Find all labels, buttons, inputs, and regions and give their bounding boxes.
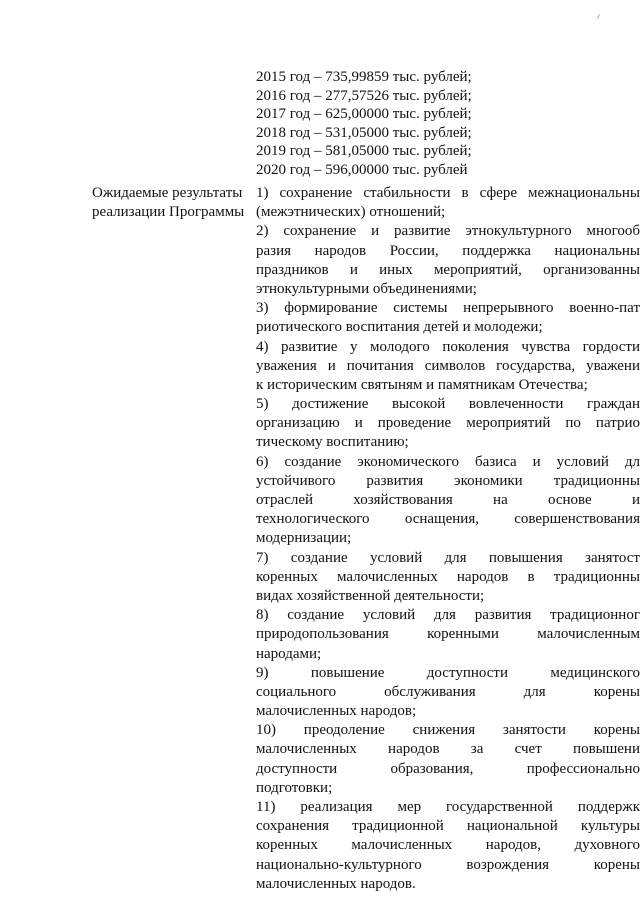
results-line: социального обслуживания для корены	[256, 683, 640, 700]
results-line: к историческим святыням и памятникам Отечества;	[256, 376, 588, 393]
scan-mark	[597, 14, 600, 19]
results-line: подготовки;	[256, 779, 333, 796]
results-line: модернизации;	[256, 530, 352, 547]
results-label-line: Ожидаемые результаты	[92, 185, 243, 201]
results-line: видах хозяйственной деятельности;	[256, 587, 485, 604]
results-line: малочисленных народов.	[256, 875, 416, 892]
results-line: устойчивого развития экономики традиционны	[256, 472, 640, 489]
funding-line: 2016 год – 277,57526 тыс. рублей;	[256, 87, 472, 104]
results-line: природопользования коренными малочисленным	[256, 626, 640, 643]
expected-results-list	[256, 184, 640, 894]
results-line: 11) реализация мер государственной поддержк	[256, 799, 640, 815]
results-line: 3) формирование системы непрерывного военно-пат	[256, 300, 640, 317]
results-line: уважения и почитания символов государства, уважени	[256, 357, 640, 374]
results-label	[92, 184, 244, 222]
results-line: 6) создание экономического базиса и условий дл	[256, 453, 640, 470]
results-line: доступности образования, профессионально	[256, 760, 640, 777]
results-line: 2) сохранение и развитие этнокультурного многооб	[256, 223, 640, 240]
results-line: сохранения традиционной национальной культуры	[256, 818, 640, 835]
results-line: коренных малочисленных народов в традиционны	[256, 568, 640, 585]
results-line: национально-культурного возрождения корены	[256, 856, 640, 873]
results-label-line: реализации Программы	[92, 204, 245, 220]
results-line: малочисленных народов;	[256, 703, 417, 720]
results-line: разия народов России, поддержка национальны	[256, 242, 640, 259]
results-line: 9) повышение доступности медицинского	[256, 664, 640, 681]
funding-line: 2017 год – 625,00000 тыс. рублей;	[256, 106, 472, 122]
results-line: 1) сохранение стабильности в сфере межнациональны	[256, 185, 640, 201]
results-line: тическому воспитанию;	[256, 434, 409, 451]
funding-by-year	[256, 68, 472, 179]
results-line: 10) преодоление снижения занятости корены	[256, 722, 640, 739]
results-line: коренных малочисленных народов, духовного	[256, 837, 640, 854]
results-line: 4) развитие у молодого поколения чувства гордости	[256, 338, 640, 355]
results-line: этнокультурными объединениями;	[256, 280, 477, 297]
results-line: 5) достижение высокой вовлеченности граждан	[256, 396, 640, 413]
funding-line: 2020 год – 596,00000 тыс. рублей	[256, 161, 468, 178]
results-line: праздников и иных мероприятий, организованны	[256, 261, 640, 278]
funding-line: 2015 год – 735,99859 тыс. рублей;	[256, 69, 472, 85]
results-line: (межэтнических) отношений;	[256, 204, 446, 221]
results-line: отраслей хозяйствования на основе и	[256, 492, 640, 508]
funding-line: 2019 год – 581,05000 тыс. рублей;	[256, 143, 472, 159]
results-line: риотического воспитания детей и молодежи;	[256, 319, 543, 336]
funding-line: 2018 год – 531,05000 тыс. рублей;	[256, 124, 472, 141]
results-line: 8) создание условий для развития традиционног	[256, 607, 640, 624]
results-line: технологического оснащения, совершенствования	[256, 511, 640, 528]
results-line: народами;	[256, 645, 322, 662]
results-line: малочисленных народов за счет повышени	[256, 741, 640, 758]
results-line: 7) создание условий для повышения занятост	[256, 549, 640, 566]
results-line: организацию и проведение мероприятий по патрио	[256, 415, 640, 432]
